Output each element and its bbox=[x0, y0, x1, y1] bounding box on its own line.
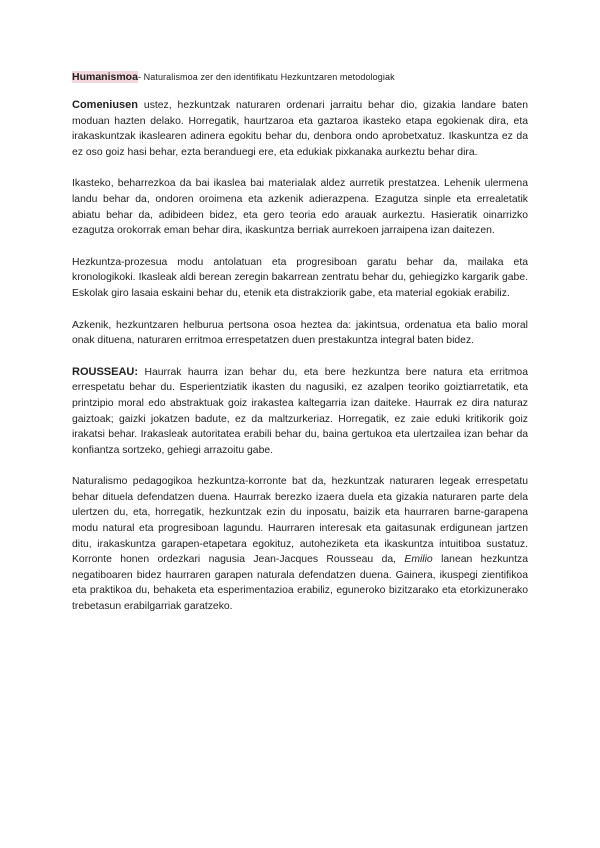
paragraph-text: Naturalismo pedagogikoa hezkuntza-korronte bat da, hezkuntzak naturaren legeak errespetatu behar dituela defendatzen duena. Haurrak berezko izaera duela eta gizakia naturaren parte dela ulertzen du, eta, horregatik, hezkuntzak ezin du inposatu, baizik eta haurraren barne-garapena modu natural eta progresiboan lagundu. Haurraren interesak eta gaitasunak erdigunean jartzen ditu, irakaskuntza garapen-etapetara egokituz, autoheziketa eta ikaskuntza intuitiboa sustatuz. Korronte honen ordezkari nagusia Jean-Jacques Rousseau da, bbox=[72, 476, 528, 566]
paragraph-text: lanean hezkuntza negatiboaren bidez haurraren garapen naturala defendatzen duena. Gainera, ikuspegi zientifikoa eta praktikoa du, behaketa eta esperimentazioa erabiliz, eguneroko bizitzarako eta etorkizunerako trebetasun erabilgarriak garatzeko. bbox=[72, 554, 529, 613]
paragraph-goal: Azkenik, hezkuntzaren helburua pertsona osoa heztea da: jakintsua, ordenatua eta balio moral onak dituena, naturaren erritmoa errespetatzen duen prestakuntza integral baten bidez. bbox=[72, 319, 528, 347]
book-title-emilio: Emilio bbox=[404, 554, 433, 566]
document-page bbox=[72, 70, 528, 631]
document-title bbox=[72, 70, 528, 84]
title-highlight: Humanismoa bbox=[72, 71, 138, 83]
paragraph-comenius bbox=[72, 98, 528, 160]
lead-comenius: Comeniusen bbox=[72, 99, 139, 111]
paragraph-rousseau bbox=[72, 365, 528, 459]
title-subtitle: - Naturalismoa zer den identifikatu Hezkuntzaren metodologiak bbox=[137, 72, 395, 82]
paragraph-process: Hezkuntza-prozesua modu antolatuan eta progresiboan garatu behar da, mailaka eta kronologikoki. Ikasleak aldi berean zeregin bakarrean zentratu behar du, gehiegizko kargarik gabe. Eskolak giro lasaia eskaini behar du, etenik eta distrakziorik gabe, eta material egokiak erabiliz. bbox=[72, 256, 528, 299]
paragraph-text: Haurrak haurra izan behar du, eta bere hezkuntza bere natura eta erritmoa errespetatu behar du. Esperientziatik ikasten du nagusiki, ez azalpen teoriko goiztiarretatik, eta printzipio moral edo abstraktuak goiz irakastea kaltegarria izan daiteke. Haurrak ez dira naturaz gaiztoak; gaizki jokatzen badute, ez da maltzurkeriaz. Horregatik, ez zaie eduki kritikorik goiz irakatsi behar. Irakasleak autoritatea erabili behar du, baina gertukoa eta ulertzailea izan behar da konfiantza sortzeko, gehiegi arrazoitu gabe. bbox=[72, 366, 528, 456]
paragraph-text: ustez, hezkuntzak naturaren ordenari jarraitu behar dio, gizakia landare baten moduan hazten delako. Horregatik, haurtzaroa eta gaztaroa ikasteko etapa egokienak dira, eta irakaskuntzak ikaslearen adinera egokitu behar du, denbora ondo aprobetxatuz. Ikaskuntza ez da ez oso goiz hasi behar, ezta beranduegi ere, eta edukiak pixkanaka aurkeztu behar dira. bbox=[72, 100, 528, 158]
paragraph-learning: Ikasteko, beharrezkoa da bai ikaslea bai materialak aldez aurretik prestatzea. Lehenik ulermena landu behar da, ondoren oroimena eta azkenik adierazpena. Ezagutza sinple eta errealetatik abiatu behar da, adibideen bidez, eta gero teoria edo arauak aurkeztu. Hasieratik oinarrizko ezagutza orokorrak eman behar dira, ikaskuntza berriak aurrekoen jarraipena izan daitezen. bbox=[72, 178, 528, 237]
lead-rousseau: ROUSSEAU: bbox=[72, 365, 139, 378]
paragraph-naturalism bbox=[72, 474, 528, 614]
